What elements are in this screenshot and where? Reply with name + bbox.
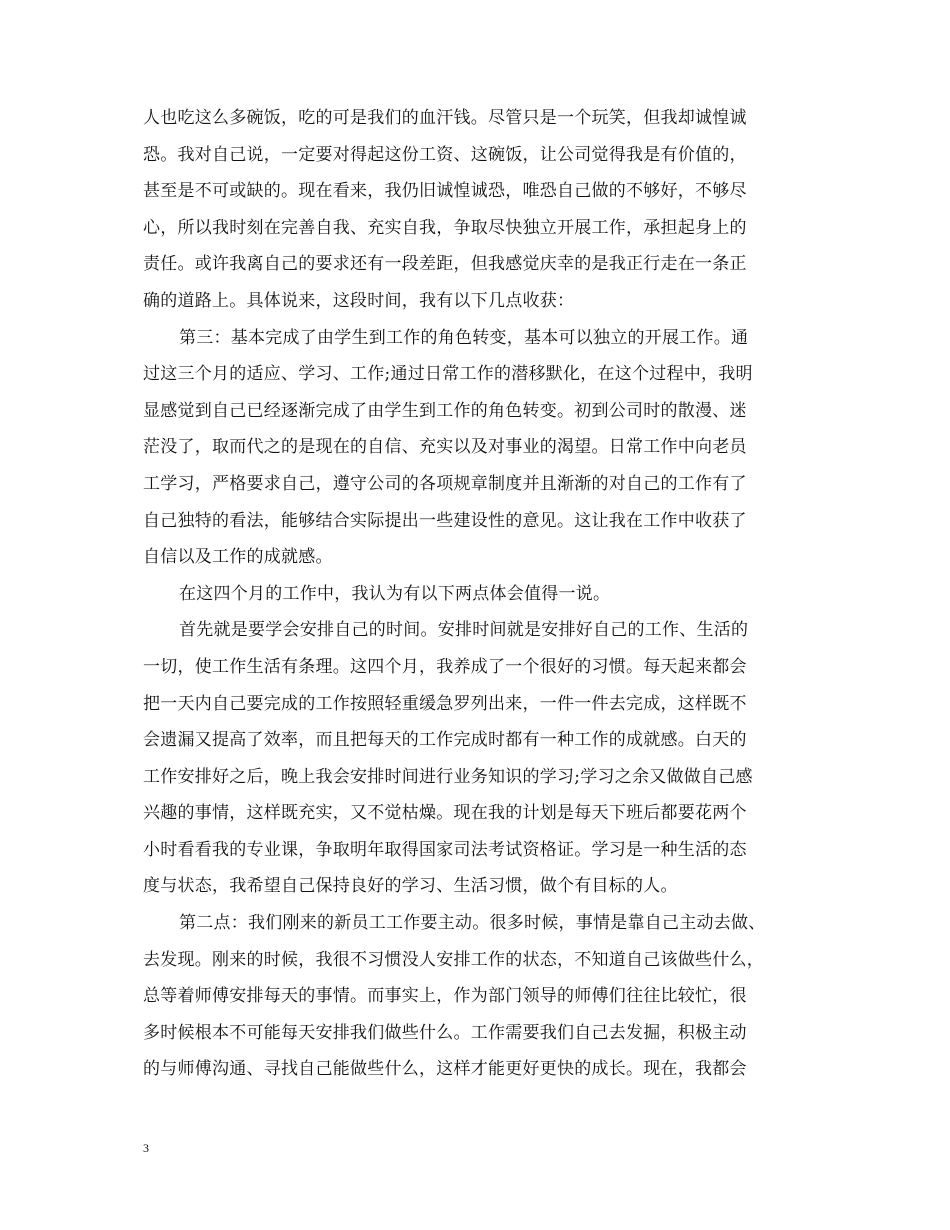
text-line: 责任。或许我离自己的要求还有一段差距，但我感觉庆幸的是我正行走在一条正 — [143, 254, 747, 275]
text-line: 茫没了，取而代之的是现在的自信、充实以及对事业的渴望。日常工作中向老员 — [143, 437, 747, 458]
text-line: 人也吃这么多碗饭，吃的可是我们的血汗钱。尽管只是一个玩笑，但我却诚惶诚 — [143, 108, 747, 128]
text-line: 第三：基本完成了由学生到工作的角色转变，基本可以独立的开展工作。通 — [179, 327, 749, 348]
text-line: 工学习，严格要求自己，遵守公司的各项规章制度并且渐渐的对自己的工作有了 — [143, 473, 747, 494]
text-line: 小时看看我的专业课，争取明年取得国家司法考试资格证。学习是一种生活的态 — [143, 839, 747, 860]
text-line: 工作安排好之后，晚上我会安排时间进行业务知识的学习;学习之余又做做自己感 — [143, 766, 753, 787]
text-line: 首先就是要学会安排自己的时间。安排时间就是安排好自己的工作、生活的 — [179, 620, 749, 641]
text-line: 过这三个月的适应、学习、工作;通过日常工作的潜移默化，在这个过程中，我明 — [143, 364, 753, 385]
text-line: 甚至是不可或缺的。现在看来，我仍旧诚惶诚恐，唯恐自己做的不够好，不够尽 — [143, 181, 747, 202]
text-line: 总等着师傅安排每天的事情。而事实上，作为部门领导的师傅们往往比较忙，很 — [143, 986, 747, 1007]
text-line: 一切，使工作生活有条理。这四个月，我养成了一个很好的习惯。每天起来都会 — [143, 656, 747, 677]
text-line: 恐。我对自己说，一定要对得起这份工资、这碗饭，让公司觉得我是有价值的， — [143, 144, 747, 165]
text-line: 把一天内自己要完成的工作按照轻重缓急罗列出来，一件一件去完成，这样既不 — [143, 693, 747, 714]
text-line: 度与状态，我希望自己保持良好的学习、生活习惯，做个有目标的人。 — [143, 876, 678, 897]
text-line: 多时候根本不可能每天安排我们做些什么。工作需要我们自己去发掘，积极主动 — [143, 1022, 747, 1043]
text-line: 兴趣的事情，这样既充实，又不觉枯燥。现在我的计划是每天下班后都要花两个 — [143, 803, 747, 824]
body-text — [143, 100, 823, 1088]
text-line: 心，所以我时刻在完善自我、充实自我，争取尽快独立开展工作，承担起身上的 — [143, 217, 747, 238]
text-line: 确的道路上。具体说来，这段时间，我有以下几点收获： — [143, 290, 575, 311]
text-line: 去发现。刚来的时候，我很不习惯没人安排工作的状态，不知道自己该做些什么， — [143, 949, 764, 970]
page-number: 3 — [143, 1141, 149, 1155]
text-line: 自信以及工作的成就感。 — [143, 547, 333, 568]
text-line: 在这四个月的工作中，我认为有以下两点体会值得一说。 — [179, 583, 611, 604]
text-line: 会遗漏又提高了效率，而且把每天的工作完成时都有一种工作的成就感。白天的 — [143, 730, 747, 751]
text-line: 的与师傅沟通、寻找自己能做些什么，这样才能更好更快的成长。现在，我都会 — [143, 1059, 747, 1080]
text-line: 显感觉到自己已经逐渐完成了由学生到工作的角色转变。初到公司时的散漫、迷 — [143, 400, 747, 421]
text-line: 自己独特的看法，能够结合实际提出一些建设性的意见。这让我在工作中收获了 — [143, 510, 747, 531]
text-line: 第二点：我们刚来的新员工工作要主动。很多时候，事情是靠自己主动去做、 — [179, 913, 766, 934]
